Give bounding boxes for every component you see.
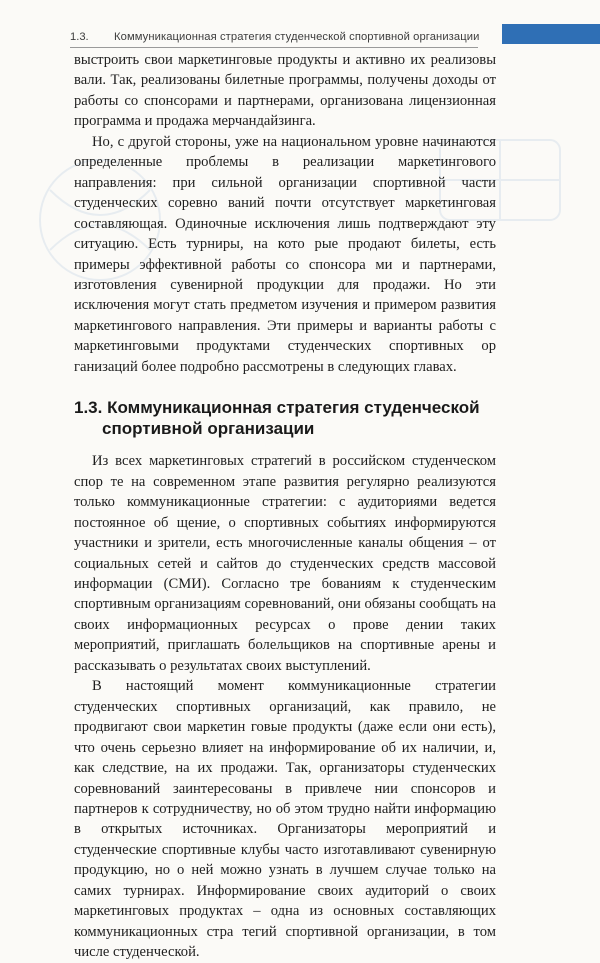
- paragraph: [74, 50, 496, 132]
- text-line: информирование об их наличии, и, как следствие, на их продажи. Так,: [74, 739, 496, 777]
- running-header: [62, 22, 562, 46]
- text-line: спортивных организаций, как правило, не продвигают свои маркетин: [74, 698, 496, 736]
- text-line: Из всех маркетинговых стратегий в российском студенческом спор: [74, 453, 496, 490]
- text-line: говые продукты (даже если они есть), что очень серьезно влияет на: [74, 719, 496, 756]
- text-line: организаторы студенческих соревнований заинтересованы в привлече: [74, 760, 496, 797]
- text-line: и студенческие спортивные клубы часто изготавливают сувенирную: [74, 821, 496, 858]
- section-heading: [74, 397, 496, 439]
- text-line: продуктах – одна из основных составляющих коммуникационных стра: [74, 903, 496, 940]
- text-line: выстроить свои маркетинговые продукты и активно их реализовы: [74, 52, 496, 68]
- text-line: нии спонсоров и партнеров к сотрудничеству, но об этом трудно найти: [74, 780, 496, 817]
- text-line: турнирах. Информирование своих аудиторий о своих маркетинговых: [74, 882, 496, 920]
- page-body: [74, 50, 496, 963]
- running-header-section-title: Коммуникационная стратегия студенческой спортивной организации: [114, 31, 480, 43]
- text-line: они обязаны сообщать на своих информационных ресурсах о прове: [74, 596, 496, 633]
- running-header-section-number: 1.3.: [70, 31, 89, 43]
- text-line: при сильной организации спортивной части студенческих соревно: [74, 174, 496, 212]
- text-line: Но, с другой стороны, уже на национальном уровне начинаются: [92, 133, 496, 150]
- text-line: информацию в открытых источниках. Организаторы мероприятий: [74, 800, 496, 838]
- text-line: работы с маркетинговыми продуктами студенческих спортивных ор: [74, 317, 496, 355]
- text-line: В настоящий момент коммуникационные стратегии студенческих: [74, 678, 496, 715]
- text-line: программа и продажа мерчандайзинга.: [74, 113, 316, 130]
- section-heading-title-1: Коммуникационная стратегия студенческой: [107, 398, 480, 418]
- text-line: тегий спортивной организации, в том числе студенческой.: [74, 923, 496, 961]
- text-line: до студенческих средств массовой информации (СМИ). Согласно тре: [74, 555, 496, 592]
- text-line: ваний почти отсутствует маркетинговая составляющая. Одиночные: [74, 195, 496, 232]
- section-heading-line-1: [74, 397, 496, 418]
- text-line: арены и рассказывать о результатах своих выступлений.: [74, 637, 496, 674]
- text-line: щение, о спортивных событиях информируются участники и зрители,: [74, 514, 496, 552]
- text-line: определенные проблемы в реализации маркетингового направления:: [74, 154, 496, 191]
- text-line: вали. Так, реализованы билетные программы, получены доходы от: [74, 72, 496, 89]
- text-line: ганизаций более подробно рассмотрены в следующих главах.: [74, 358, 457, 375]
- text-line: рые продают билеты, есть примеры эффективной работы со спонсора: [74, 236, 496, 273]
- paragraph: [74, 132, 496, 377]
- text-line: работы со спонсорами и партнерами, организована лицензионная: [74, 92, 496, 109]
- header-rule: [70, 47, 478, 48]
- text-line: Но эти исключения могут стать предметом изучения и примером: [74, 276, 496, 314]
- text-line: развития маркетингового направления. Эти примеры и варианты: [74, 297, 497, 334]
- section-heading-title-2: спортивной организации: [102, 419, 315, 439]
- text-line: те на современном этапе развития регулярно реализуются только: [74, 473, 496, 511]
- paragraph: [74, 451, 496, 676]
- text-line: ми и партнерами, изготовления сувенирной продукции для продажи.: [74, 256, 496, 293]
- text-line: коммуникационные стратегии: с аудиториями ведется постоянное об: [74, 494, 496, 531]
- chapter-color-tab: [502, 24, 600, 44]
- text-line: дении таких мероприятий, приглашать болельщиков на спортивные: [74, 616, 496, 654]
- text-line: продукцию, но о ней можно узнать в лучшем случае только на самих: [74, 862, 496, 899]
- text-line: исключения лишь подтверждают эту ситуацию. Есть турниры, на кото: [74, 215, 496, 253]
- text-line: бованиям к студенческим спортивным организациям соревнований,: [74, 575, 496, 613]
- paragraph: [74, 676, 496, 962]
- text-line: есть многочисленные каналы общения – от социальных сетей и сайтов: [74, 535, 496, 572]
- section-heading-number: 1.3.: [74, 398, 103, 418]
